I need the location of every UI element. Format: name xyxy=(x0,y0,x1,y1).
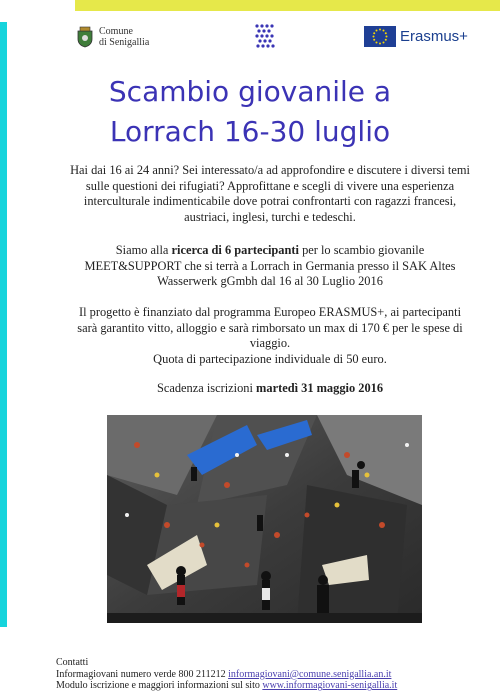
contacts-section xyxy=(56,657,496,692)
intro-paragraph: Hai dai 16 ai 24 anni? Sei interessato/a ad approfondire e discutere i diversi temi sulle questioni dei rifugiati? Approfittane e scegli di vivere una esperienza interculturale indimenticabile dove potrai confrontarti con ragazzi francesi, austriaci, inglesi, turchi e tedeschi. xyxy=(70,163,470,224)
comune-line2: di Senigallia xyxy=(99,37,150,48)
top-accent-bar xyxy=(75,0,500,11)
left-accent-bar xyxy=(0,22,7,627)
search-text-pre: Siamo alla xyxy=(115,243,172,257)
comune-logo xyxy=(76,26,149,48)
deadline-text-pre: Scadenza iscrizioni xyxy=(156,381,257,395)
deadline-date: martedì 31 maggio 2016 xyxy=(256,381,384,395)
phone-text: Informagiovani numero verde 800 211212 xyxy=(56,668,229,680)
page-title xyxy=(60,72,440,152)
title-line1: Scambio giovanile a xyxy=(108,75,392,108)
contacts-website-line xyxy=(56,680,496,692)
search-text-post: per lo scambio giovanile MEET&SUPPORT che si terrà a Lorrach in Germania presso il SAK Altes Wasserwerk gGmbh dal 16 al 30 Luglio 2016 xyxy=(84,243,456,289)
search-text-bold: ricerca di 6 partecipanti xyxy=(171,243,299,257)
eu-flag-icon xyxy=(364,26,396,47)
title-line2: Lorrach 16-30 luglio xyxy=(109,115,391,148)
erasmus-plus-logo xyxy=(364,26,468,47)
quota-text: Quota di partecipazione individuale di 50 euro. xyxy=(153,351,387,366)
comune-name xyxy=(99,26,149,48)
climbing-wall-photo xyxy=(107,415,422,623)
erasmus-label: Erasmus+ xyxy=(400,28,468,45)
comune-line1: Comune xyxy=(99,26,133,37)
email-link[interactable]: informagiovani@comune.senigallia.an.it xyxy=(228,668,392,680)
funding-text: Il progetto è finanziato dal programma Europeo ERASMUS+, ai partecipanti sarà garantito vitto, alloggio e sarà rimborsato un max di 170 € per le spese di viaggio. xyxy=(77,305,463,351)
contacts-phone-line xyxy=(56,669,496,681)
contacts-heading: Contatti xyxy=(56,657,89,668)
city-crest-icon xyxy=(76,26,94,48)
deadline-paragraph xyxy=(70,381,470,397)
website-link[interactable]: www.informagiovani-senigallia.it xyxy=(262,680,398,692)
search-paragraph xyxy=(70,243,470,290)
altes-wasserwerk-logo-icon xyxy=(252,20,280,50)
funding-paragraph xyxy=(70,305,470,367)
website-text: Modulo iscrizione e maggiori informazioni sul sito xyxy=(56,680,263,692)
